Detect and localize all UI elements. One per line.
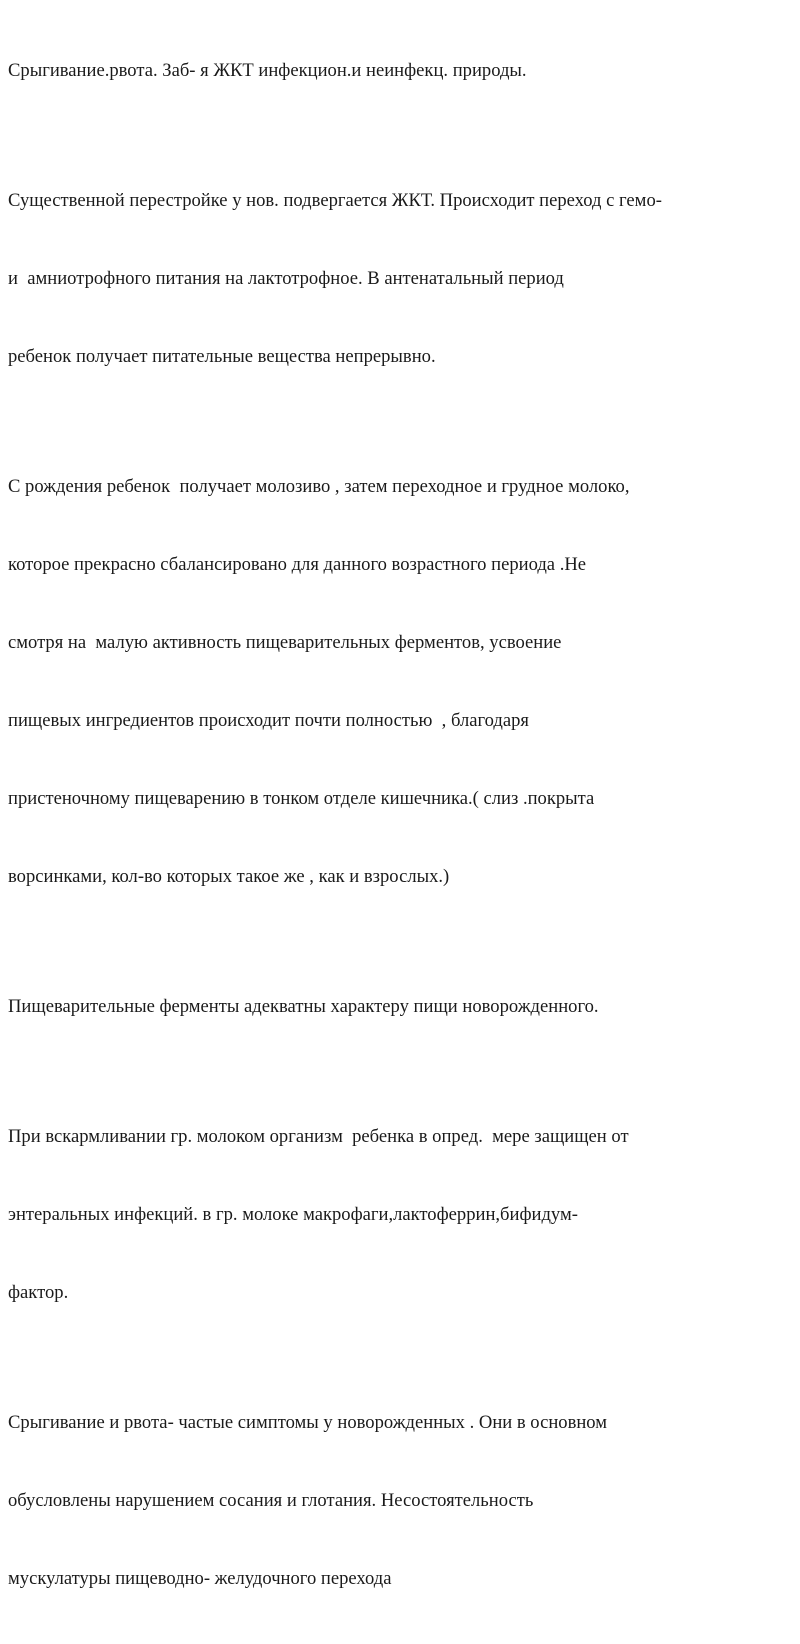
text-line: пристеночному пищеварению в тонком отделе кишечника.( слиз .покрыта — [8, 788, 595, 809]
text-line: С рождения ребенок получает молозиво , затем переходное и грудное молоко, — [8, 476, 630, 497]
slide-text-body — [8, 6, 792, 1644]
text-line: При вскармливании гр. молоком организм ребенка в опред. мере защищен от — [8, 1126, 629, 1147]
text-line: фактор. — [8, 1282, 69, 1303]
text-line: ребенок получает питательные вещества непрерывно. — [8, 346, 436, 367]
text-line: энтеральных инфекций. в гр. молоке макрофаги,лактоферрин,бифидум- — [8, 1204, 578, 1225]
text-line: Срыгивание.рвота. Заб- я ЖКТ инфекцион.и неинфекц. природы. — [8, 60, 527, 81]
paragraph-colostrum — [8, 422, 792, 942]
text-line: Срыгивание и рвота- частые симптомы у новорожденных . Они в основном — [8, 1412, 608, 1433]
text-line: смотря на малую активность пищеварительных ферментов, усвоение — [8, 632, 562, 653]
paragraph-regurgitation — [8, 1358, 792, 1644]
text-line: Существенной перестройке у нов. подвергается ЖКТ. Происходит переход с гемо- — [8, 190, 662, 211]
text-line: ворсинками, кол-во которых такое же , как и взрослых.) — [8, 866, 450, 887]
paragraph-title — [8, 6, 792, 136]
paragraph-gi-restructuring — [8, 136, 792, 422]
text-line: обусловлены нарушением сосания и глотания. Несостоятельность — [8, 1490, 534, 1511]
text-line: мускулатуры пищеводно- желудочного перехода — [8, 1568, 392, 1589]
text-line: Пищеварительные ферменты адекватны характеру пищи новорожденного. — [8, 996, 599, 1017]
text-line: пищевых ингредиентов происходит почти полностью , благодаря — [8, 710, 529, 731]
text-line: которое прекрасно сбалансировано для данного возрастного периода .Не — [8, 554, 587, 575]
paragraph-enzymes — [8, 942, 792, 1072]
paragraph-breastfeeding — [8, 1072, 792, 1358]
text-line: и амниотрофного питания на лактотрофное. В антенатальный период — [8, 268, 564, 289]
